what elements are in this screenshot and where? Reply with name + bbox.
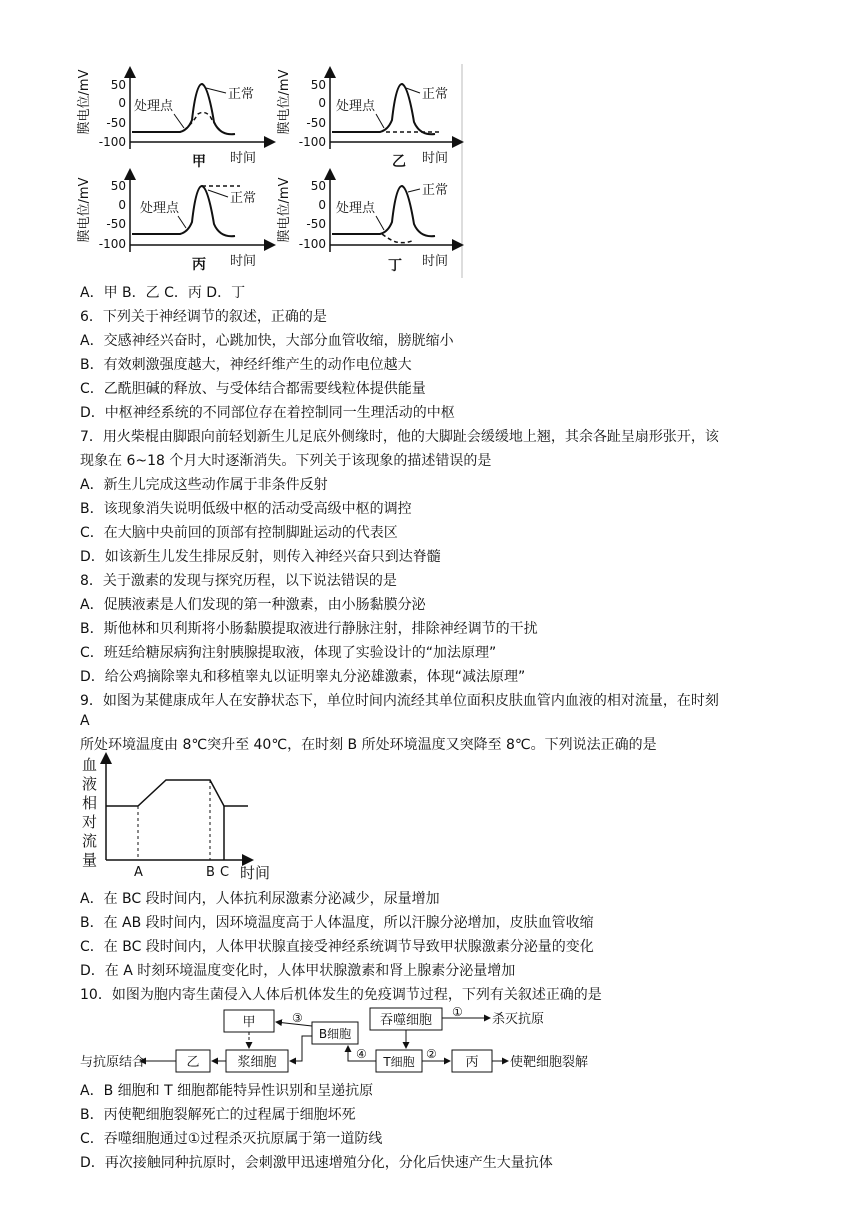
mark-a: A [134, 865, 143, 880]
y-axis-label: 膜电位/mV [277, 69, 292, 135]
lyse-label: 使靶细胞裂解 [510, 1055, 589, 1070]
q9-stem-line2: A [80, 713, 90, 729]
q7-option-d: D．如该新生儿发生排尿反射，则传入神经兴奋只到达脊髓 [80, 549, 441, 565]
panel-ding [276, 174, 458, 274]
q7-option-b: B．该现象消失说明低级中枢的活动受高级中枢的调控 [80, 501, 412, 517]
tick-0: 0 [318, 96, 326, 110]
q10-option-c: C．吞噬细胞通过①过程杀灭抗原属于第一道防线 [80, 1131, 383, 1147]
q10-option-b: B．丙使靶细胞裂解死亡的过程属于细胞坏死 [80, 1107, 356, 1123]
y-label-char-5: 流 [82, 832, 98, 850]
q9-option-d: D．在 A 时刻环境温度变化时，人体甲状腺激素和肾上腺素分泌量增加 [80, 963, 516, 979]
process-point-label: 处理点 [134, 99, 174, 114]
q9-stem-line3: 所处环境温度由 8℃突升至 40℃，在时刻 B 所处环境温度又突降至 8℃。下列说法正确的是 [80, 737, 657, 753]
q5-options: A．甲 B．乙 C．丙 D．丁 [80, 285, 246, 301]
normal-label: 正常 [422, 87, 449, 102]
q6-option-d: D．中枢神经系统的不同部位存在着控制同一生理活动的中枢 [80, 405, 455, 421]
q8-option-b: B．斯他林和贝利斯将小肠黏膜提取液进行静脉注射，排除神经调节的干扰 [80, 621, 538, 637]
y-axis-label: 膜电位/mV [77, 69, 92, 135]
y-label-char-2: 液 [82, 775, 98, 793]
mark-b: B [206, 865, 215, 880]
tick-50: 50 [110, 78, 126, 92]
tick-50: 50 [310, 78, 326, 92]
label-n4: ④ [356, 1047, 367, 1061]
y-label-char-6: 量 [82, 851, 98, 869]
x-axis-label: 时间 [230, 151, 257, 166]
process-point-label: 处理点 [336, 99, 376, 114]
q9-stem-line1: 9．如图为某健康成年人在安静状态下，单位时间内流经其单位面积皮肤血管内血液的相对流量，在时刻 [80, 693, 719, 709]
bind-antigen-label: 与抗原结合 [80, 1055, 146, 1070]
label-n2: ② [426, 1047, 437, 1061]
normal-label: 正常 [422, 183, 449, 198]
q6-option-a: A．交感神经兴奋时，心跳加快，大部分血管收缩，膀胱缩小 [80, 333, 454, 349]
q6-stem: 6．下列关于神经调节的叙述，正确的是 [80, 309, 327, 325]
q9-option-c: C．在 BC 段时间内，人体甲状腺直接受神经系统调节导致甲状腺激素分泌量的变化 [80, 939, 594, 955]
q8-option-d: D．给公鸡摘除睾丸和移植睾丸以证明睾丸分泌雄激素，体现“减法原理” [80, 669, 526, 685]
y-axis-label: 膜电位/mV [277, 177, 292, 243]
q6-option-b: B．有效刺激强度越大，神经纤维产生的动作电位越大 [80, 357, 412, 373]
tick-50: 50 [110, 179, 126, 193]
blood-flow-figure [80, 752, 290, 886]
tick-minus100: -100 [298, 135, 326, 149]
box-yi: 乙 [186, 1055, 200, 1070]
tick-minus100: -100 [298, 237, 326, 251]
normal-label: 正常 [230, 191, 257, 206]
box-phagocyte: 吞噬细胞 [379, 1013, 433, 1028]
panel-label-bing: 丙 [192, 257, 206, 273]
q8-stem: 8．关于激素的发现与探究历程，以下说法错误的是 [80, 573, 397, 589]
tick-minus50: -50 [306, 217, 326, 231]
process-point-label: 处理点 [336, 201, 376, 216]
x-axis-label: 时间 [422, 151, 449, 166]
panel-label-yi: 乙 [392, 154, 406, 170]
tick-0: 0 [118, 96, 126, 110]
box-t-cell: T细胞 [383, 1055, 415, 1069]
x-axis-label: 时间 [240, 864, 271, 882]
q6-option-c: C．乙酰胆碱的释放、与受体结合都需要线粒体提供能量 [80, 381, 426, 397]
q7-option-a: A．新生儿完成这些动作属于非条件反射 [80, 477, 328, 493]
tick-minus50: -50 [106, 116, 126, 130]
tick-minus100: -100 [98, 135, 126, 149]
q10-stem: 10．如图为胞内寄生菌侵入人体后机体发生的免疫调节过程，下列有关叙述正确的是 [80, 987, 602, 1003]
tick-50: 50 [310, 179, 326, 193]
label-n1: ① [452, 1005, 463, 1019]
process-point-label: 处理点 [140, 201, 180, 216]
panel-label-ding: 丁 [388, 258, 402, 274]
x-axis-label: 时间 [422, 254, 449, 269]
tick-0: 0 [118, 198, 126, 212]
tick-minus50: -50 [306, 116, 326, 130]
q7-stem-line1: 7．用火柴棍由脚跟向前轻划新生儿足底外侧缘时，他的大脚趾会缓缓地上翘，其余各趾呈扇形张开，该 [80, 429, 719, 445]
q8-option-a: A．促胰液素是人们发现的第一种激素，由小肠黏膜分泌 [80, 597, 426, 613]
tick-minus100: -100 [98, 237, 126, 251]
box-plasma-cell: 浆细胞 [237, 1055, 277, 1070]
q7-stem-line2: 现象在 6~18 个月大时逐渐消失。下列关于该现象的描述错误的是 [80, 453, 492, 469]
tick-minus50: -50 [106, 217, 126, 231]
box-bing: 丙 [465, 1055, 479, 1070]
panel-label-jia: 甲 [192, 154, 206, 170]
label-n3: ③ [292, 1011, 303, 1025]
immune-process-figure [80, 1006, 600, 1078]
q7-option-c: C．在大脑中央前回的顶部有控制脚趾运动的代表区 [80, 525, 398, 541]
q10-option-a: A．B 细胞和 T 细胞都能特异性识别和呈递抗原 [80, 1083, 374, 1099]
kill-antigen-label: 杀灭抗原 [492, 1012, 545, 1027]
q10-option-d: D．再次接触同种抗原时，会刺激甲迅速增殖分化，分化后快速产生大量抗体 [80, 1155, 553, 1171]
panel-yi [276, 69, 458, 170]
q9-option-a: A．在 BC 段时间内，人体抗利尿激素分泌减少，尿量增加 [80, 891, 440, 907]
q8-option-c: C．班廷给糖尿病狗注射胰腺提取液，体现了实验设计的“加法原理” [80, 645, 497, 661]
y-label-char-1: 血 [82, 756, 98, 774]
y-label-char-4: 对 [82, 813, 98, 831]
panel-bing [76, 174, 270, 273]
tick-0: 0 [318, 198, 326, 212]
q9-option-b: B．在 AB 段时间内，因环境温度高于人体温度，所以汗腺分泌增加，皮肤血管收缩 [80, 915, 594, 931]
box-b-cell: B细胞 [318, 1027, 352, 1041]
normal-label: 正常 [228, 87, 255, 102]
x-axis-label: 时间 [230, 254, 257, 269]
membrane-potential-figure [77, 62, 465, 280]
box-jia: 甲 [242, 1015, 256, 1030]
mark-c: C [220, 865, 230, 880]
panel-jia [76, 69, 270, 170]
y-axis-label: 膜电位/mV [77, 177, 92, 243]
y-label-char-3: 相 [82, 794, 98, 812]
